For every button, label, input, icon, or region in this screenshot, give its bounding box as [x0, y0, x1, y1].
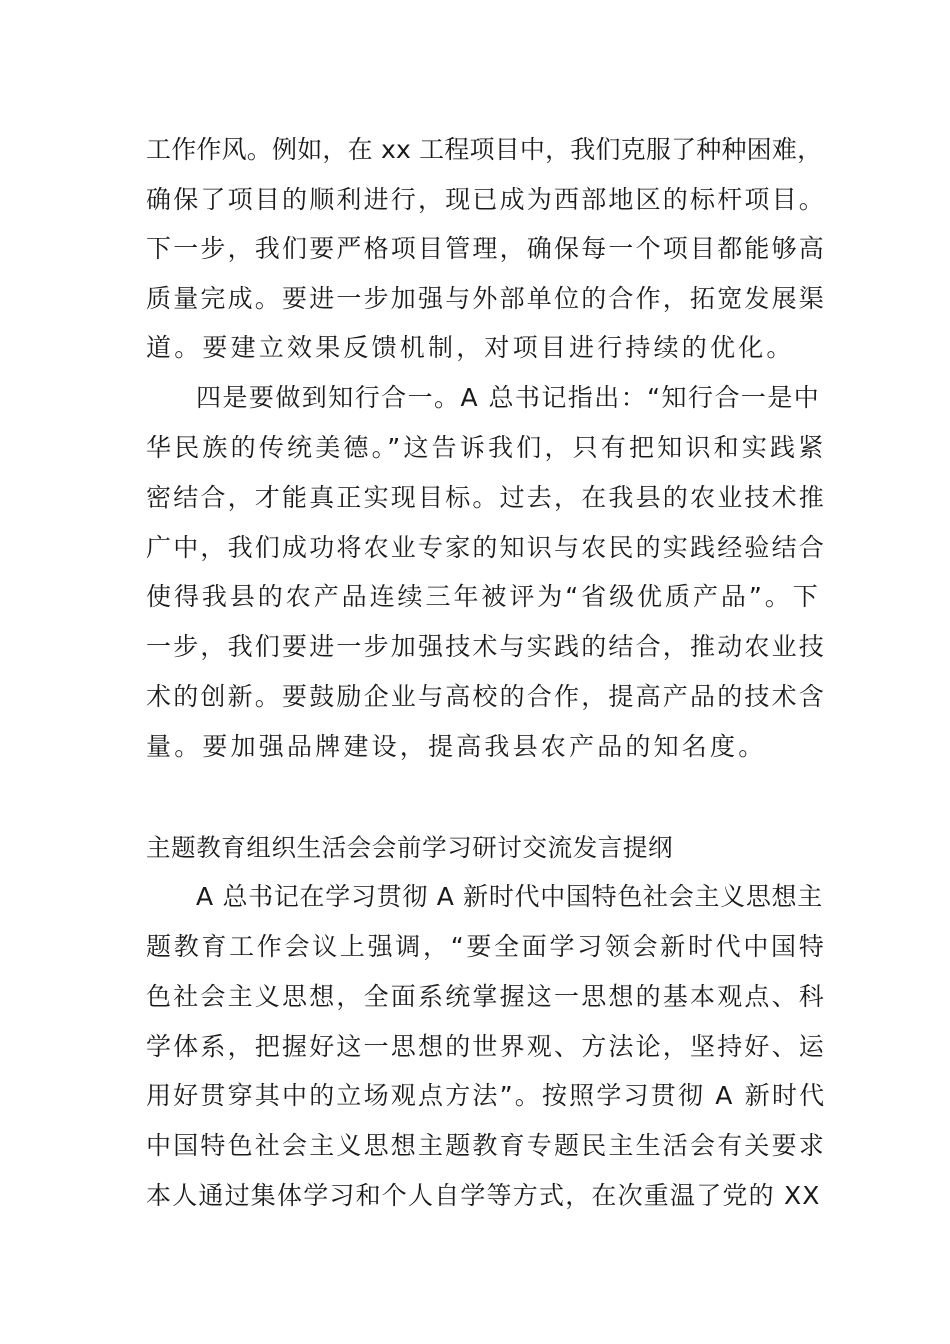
text-line: 质量完成。要进一步加强与外部单位的合作，拓宽发展渠	[146, 284, 827, 313]
text-line: 术的创新。要鼓励企业与高校的合作，提高产品的技术含	[146, 682, 827, 711]
text-line: 工作作风。例如，在 xx 工程项目中，我们克服了种种困难，	[146, 135, 823, 164]
text-line: 使得我县的农产品连续三年被评为“省级优质产品”。下	[146, 582, 821, 611]
section-title: 主题教育组织生活会会前学习研讨交流发言提纲	[146, 833, 674, 862]
text-line: 题教育工作会议上强调，“要全面学习领会新时代中国特	[146, 932, 827, 961]
text-line: 本人通过集体学习和个人自学等方式，在次重温了党的 XX	[146, 1181, 821, 1210]
text-line: 下一步，我们要严格项目管理，确保每一个项目都能够高	[146, 234, 827, 263]
text-line: 一步，我们要进一步加强技术与实践的结合，推动农业技	[146, 632, 827, 661]
text-line: 广中，我们成功将农业专家的知识与农民的实践经验结合	[146, 533, 827, 562]
text-line: 量。要加强品牌建设，提高我县农产品的知名度。	[146, 732, 767, 761]
text-line: 色社会主义思想，全面系统掌握这一思想的基本观点、科	[146, 982, 827, 1011]
text-line: 四是要做到知行合一。A 总书记指出：“知行合一是中	[196, 383, 821, 412]
text-line: A 总书记在学习贯彻 A 新时代中国特色社会主义思想主	[196, 882, 823, 911]
text-line: 确保了项目的顺利进行，现已成为西部地区的标杆项目。	[146, 185, 827, 214]
text-line: 华民族的传统美德。”这告诉我们，只有把知识和实践紧	[146, 433, 827, 462]
text-line: 道。要建立效果反馈机制，对项目进行持续的优化。	[146, 333, 795, 362]
text-line: 中国特色社会主义思想主题教育专题民主生活会有关要求	[146, 1131, 827, 1160]
text-line: 密结合，才能真正实现目标。过去，在我县的农业技术推	[146, 483, 827, 512]
text-line: 用好贯穿其中的立场观点方法”。按照学习贯彻 A 新时代	[146, 1081, 827, 1110]
text-line: 学体系，把握好这一思想的世界观、方法论，坚持好、运	[146, 1032, 827, 1061]
